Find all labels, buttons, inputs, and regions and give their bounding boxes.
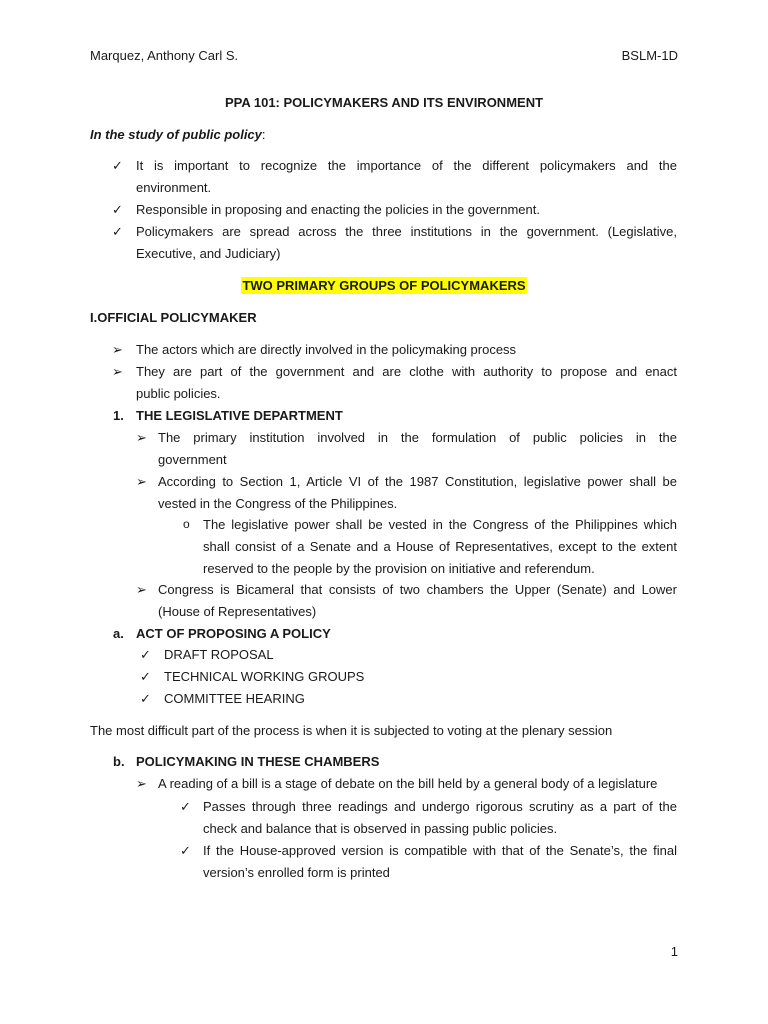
- intro-bullet-2: Responsible in proposing and enacting the policies in the government.: [136, 202, 540, 217]
- official-bullet-2-line-2: public policies.: [136, 386, 221, 401]
- intro-lead: In the study of public policy: [90, 127, 262, 142]
- legislative-sub-line-3: reserved to the people by the provision on initiative and referendum.: [203, 561, 595, 576]
- chambers-check-2-line-1: If the House-approved version is compatible with that of the Senate’s, the final: [203, 843, 677, 858]
- chambers-heading: POLICYMAKING IN THESE CHAMBERS: [136, 754, 380, 769]
- legislative-bullet-2-line-2: vested in the Congress of the Philippines.: [158, 496, 398, 511]
- intro-lead-line: [90, 126, 266, 144]
- document-title: PPA 101: POLICYMAKERS AND ITS ENVIRONMENT: [224, 95, 544, 110]
- author-name: Marquez, Anthony Carl S.: [90, 48, 239, 63]
- legislative-number: 1.: [113, 408, 124, 423]
- chambers-check-2-line-2: version’s enrolled form is printed: [203, 865, 390, 880]
- check-icon: ✓: [112, 224, 123, 239]
- proposing-letter: a.: [113, 626, 124, 641]
- legislative-bullet-2-line-1: According to Section 1, Article VI of the 1987 Constitution, legislative power shall be: [158, 474, 677, 489]
- chambers-check-1-line-2: check and balance that is observed in passing public policies.: [203, 821, 558, 836]
- check-icon: ✓: [112, 202, 123, 217]
- groups-heading-wrap: [0, 277, 768, 295]
- proposing-item-1: DRAFT ROPOSAL: [164, 647, 274, 662]
- check-icon: ✓: [180, 843, 191, 858]
- legislative-sub-line-1: The legislative power shall be vested in the Congress of the Philippines which: [203, 517, 677, 532]
- legislative-bullet-1-line-2: government: [158, 452, 227, 467]
- legislative-heading: THE LEGISLATIVE DEPARTMENT: [136, 408, 343, 423]
- arrow-bullet-icon: ➢: [136, 430, 147, 445]
- difficult-note: The most difficult part of the process is when it is subjected to voting at the plenary session: [90, 723, 613, 738]
- check-icon: ✓: [180, 799, 191, 814]
- legislative-sub-line-2: shall consist of a Senate and a House of Representatives, except to the extent: [203, 539, 677, 554]
- check-icon: ✓: [140, 669, 151, 684]
- check-icon: ✓: [140, 647, 151, 662]
- check-icon: ✓: [112, 158, 123, 173]
- groups-heading: TWO PRIMARY GROUPS OF POLICYMAKERS: [242, 278, 526, 293]
- arrow-bullet-icon: ➢: [136, 582, 147, 597]
- arrow-bullet-icon: ➢: [136, 474, 147, 489]
- proposing-heading: ACT OF PROPOSING A POLICY: [136, 626, 331, 641]
- proposing-item-3: COMMITTEE HEARING: [164, 691, 305, 706]
- intro-colon: :: [261, 127, 266, 142]
- check-icon: ✓: [140, 691, 151, 706]
- proposing-item-2: TECHNICAL WORKING GROUPS: [164, 669, 365, 684]
- official-bullet-2-line-1: They are part of the government and are clothe with authority to propose and enact: [136, 364, 677, 379]
- intro-bullet-3-line-2: Executive, and Judiciary): [136, 246, 281, 261]
- chambers-letter: b.: [113, 754, 125, 769]
- circle-bullet-icon: o: [183, 517, 190, 531]
- arrow-bullet-icon: ➢: [112, 364, 123, 379]
- page-number: 1: [670, 944, 678, 959]
- official-heading: I.OFFICIAL POLICYMAKER: [90, 310, 257, 325]
- section-code: BSLM-1D: [621, 48, 678, 63]
- intro-bullet-3-line-1: Policymakers are spread across the three institutions in the government. (Legislative,: [136, 224, 677, 239]
- intro-bullet-1-line-2: environment.: [136, 180, 212, 195]
- legislative-bullet-3-line-1: Congress is Bicameral that consists of two chambers the Upper (Senate) and Lower: [158, 582, 677, 597]
- official-bullet-1: The actors which are directly involved in the policymaking process: [136, 342, 517, 357]
- intro-bullet-1-line-1: It is important to recognize the importance of the different policymakers and the: [136, 158, 677, 173]
- arrow-bullet-icon: ➢: [136, 776, 147, 791]
- chambers-reading: A reading of a bill is a stage of debate on the bill held by a general body of a legislature: [158, 776, 658, 791]
- legislative-bullet-1-line-1: The primary institution involved in the formulation of public policies in the: [158, 430, 677, 445]
- legislative-bullet-3-line-2: (House of Representatives): [158, 604, 317, 619]
- arrow-bullet-icon: ➢: [112, 342, 123, 357]
- chambers-check-1-line-1: Passes through three readings and undergo rigorous scrutiny as a part of the: [203, 799, 677, 814]
